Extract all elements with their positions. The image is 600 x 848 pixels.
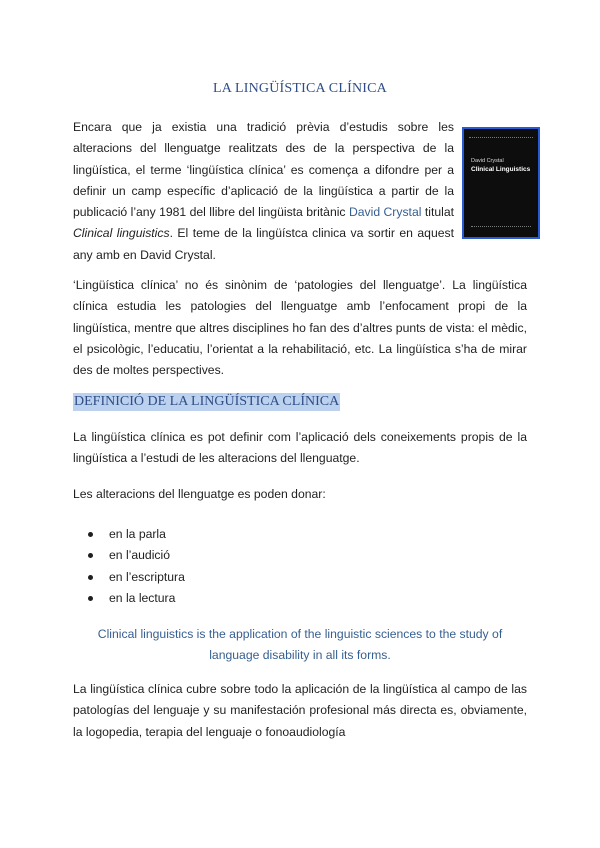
intro-text-before: Encara que ja existia una tradició prèvia d’estudis sobre les alteracions del llenguatge realitzats des de la perspectiva de la lingüística, el terme ‘lingüística clínica’ es comença a difondre per a definir un camp específic d’aplicació de la lingüística a partir de la publicació l’any 1981 del llibre del lingüista britànic: [73, 120, 454, 220]
book-cover-title: Clinical Linguistics: [471, 166, 531, 173]
bullet-icon: [88, 532, 93, 537]
intro-text-middle: titulat: [421, 205, 454, 220]
list-item: [88, 567, 185, 588]
list-item-text: en l’audició: [109, 548, 170, 563]
list-item-text: en la lectura: [109, 590, 176, 605]
book-cover-author: David Crystal: [471, 158, 504, 164]
book-title-text: Clinical linguistics: [73, 226, 170, 241]
bullet-icon: [88, 575, 93, 580]
list-item: [88, 588, 185, 609]
book-cover-decoration: [471, 226, 531, 229]
author-link[interactable]: David Crystal: [348, 205, 422, 220]
intro-text-after: . El teme de la lingüístca clinica va sortir en aquest any amb en David Crystal.: [73, 226, 454, 262]
book-cover-image: [462, 127, 540, 239]
paragraph-4: Les alteracions del llenguatge es poden donar:: [73, 487, 326, 501]
paragraph-3: La lingüística clínica es pot definir com l’aplicació dels coneixements propis de la lingüística a l’estudi de les alteracions del llenguatge.: [73, 430, 527, 466]
list-item: [88, 545, 185, 566]
document-title: LA LINGÜÍSTICA CLÍNICA: [213, 81, 387, 96]
bullet-icon: [88, 553, 93, 558]
paragraph-2: ‘Lingüística clínica’ no és sinònim de ‘patologies del llenguatge’. La lingüística clínica estudia les patologies del llenguatge amb l’enfocament propi de la lingüística, mentre que altres disciplines ho fan des d’altres punts de vista: el mèdic, el psicològic, l’educatiu, l’orientat a la rehabilitació, etc. La lingüística s’ha de mirar des de moltes perspectives.: [73, 278, 527, 378]
list-item-text: en la parla: [109, 527, 166, 541]
bullet-list: [88, 524, 185, 609]
section-heading: DEFINICIÓ DE LA LINGÜÍSTICA CLÍNICA: [74, 394, 340, 409]
bullet-icon: [88, 596, 93, 601]
paragraph-5: La lingüística clínica cubre sobre todo la aplicación de la lingüística al campo de las patologías del lenguaje y su manifestación profesional más directa es, obviamente, la logopedia, terapia del lenguaje o fonoaudiología: [73, 682, 527, 739]
list-item-text: en l’escriptura: [109, 569, 185, 584]
list-item: [88, 524, 185, 545]
english-quote: Clinical linguistics is the application of the linguistic sciences to the study of language disability in all its forms.: [97, 627, 503, 663]
book-cover-decoration: [469, 137, 533, 140]
intro-paragraph: [73, 117, 454, 266]
